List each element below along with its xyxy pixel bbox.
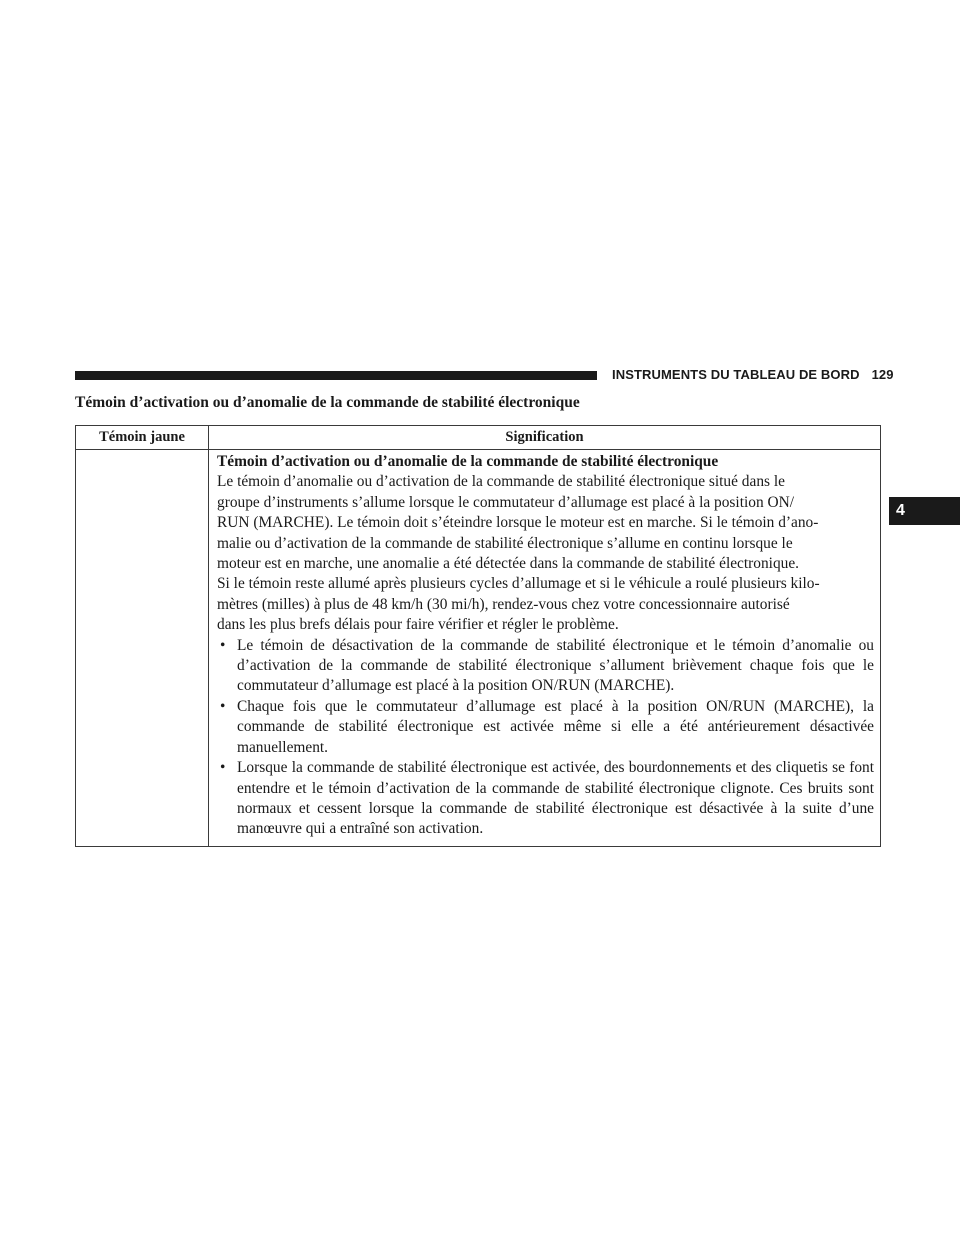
text-line: mètres (milles) à plus de 48 km/h (30 mi/h), rendez-vous chez votre concessionnaire autorisé xyxy=(217,595,790,613)
column-header-meaning: Signification xyxy=(209,426,881,450)
list-item: • Lorsque la commande de stabilité électronique est activée, des bourdonnements et des cliquetis se font entendre et le témoin d’activation de la commande de stabilité électronique clignote. Ces bruits sont normaux et cessent lorsque la commande de stabilité électronique est désactivée à la suite d’une manœuvre qui a entraîné son activation. xyxy=(220,759,874,838)
table-header-row xyxy=(76,426,881,450)
chapter-tab: 4 xyxy=(889,497,960,525)
running-header xyxy=(612,367,894,382)
text-line: malie ou d’activation de la commande de stabilité électronique s’allume en continu lorsque le xyxy=(217,534,793,552)
bullet-icon: • xyxy=(220,636,226,654)
bullet-icon: • xyxy=(220,697,226,715)
list-item: • Le témoin de désactivation de la commande de stabilité électronique et le témoin d’anomalie ou d’activation de la commande de stabilité électronique s’allument brièvement chaque fois que le commutateur d’allumage est placé à la position ON/RUN (MARCHE). xyxy=(220,636,874,695)
paragraph-2 xyxy=(217,574,874,635)
meaning-heading: Témoin d’activation ou d’anomalie de la commande de stabilité électronique xyxy=(217,453,719,470)
bullet-list xyxy=(217,636,874,840)
header-section-title: INSTRUMENTS DU TABLEAU DE BORD xyxy=(612,367,860,382)
column-header-light: Témoin jaune xyxy=(76,426,209,450)
text-line: dans les plus brefs délais pour faire vérifier et régler le problème. xyxy=(217,616,619,634)
text-line: Si le témoin reste allumé après plusieurs cycles d’allumage et si le véhicule a roulé plusieurs kilo- xyxy=(217,575,820,593)
warning-light-icon-cell xyxy=(76,450,209,847)
text-line: Le témoin d’anomalie ou d’activation de la commande de stabilité électronique situé dans le xyxy=(217,473,785,491)
text-line: moteur est en marche, une anomalie a été détectée dans la commande de stabilité électronique. xyxy=(217,555,800,573)
text-line: RUN (MARCHE). Le témoin doit s’éteindre lorsque le moteur est en marche. Si le témoin d’ano- xyxy=(217,514,819,532)
text-line: groupe d’instruments s’allume lorsque le commutateur d’allumage est placé à la position ON/ xyxy=(217,493,794,511)
meaning-cell xyxy=(209,450,881,847)
page-number: 129 xyxy=(871,367,894,382)
section-title: Témoin d’activation ou d’anomalie de la commande de stabilité électronique xyxy=(75,394,580,411)
bullet-icon: • xyxy=(220,759,226,777)
table-row xyxy=(76,450,881,847)
header-rule xyxy=(75,371,597,380)
list-item: • Chaque fois que le commutateur d’allumage est placé à la position ON/RUN (MARCHE), la commande de stabilité électronique est activée même si elle a été antérieurement désactivée manuellement. xyxy=(220,697,874,756)
paragraph-1 xyxy=(217,472,874,574)
warning-light-table xyxy=(75,425,881,847)
